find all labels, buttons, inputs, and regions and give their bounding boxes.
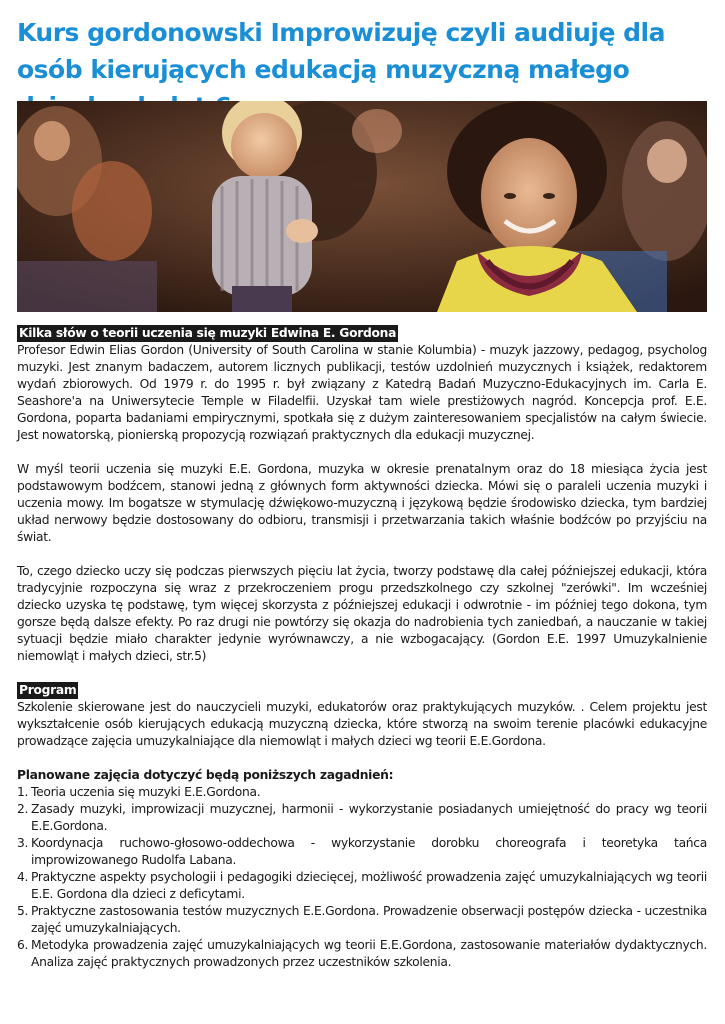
paragraph-gordon-bio: Profesor Edwin Elias Gordon (University of South Carolina w stanie Kolumbia) - muzyk jazzowy, pedagog, psycholog muzyki. Jest znanym badaczem, autorem licznych publikacji, testów uzdolnień muzycznych i książek, redaktorem wydań zbiorowych. Od 1979 r. do 1995 r. był związany z Katedrą Badań Muzyczno-Edukacyjnych im. Carla E. Seashore'a na Uniwersytecie Temple w Filadelfii. Uzyskał tam wiele prestiżowych nagród. Koncepcja prof. E.E. Gordona, poparta badaniami empirycznymi, spotkała się z dużym zainteresowaniem specjalistów na całym świecie. Jest nowatorską, pionierską propozycją rozwiązań praktycznych dla edukacji muzycznej. [17,343,707,442]
page-title: Kurs gordonowski Improwizuję czyli audiuję dla osób kierujących edukacją muzyczną małego [17,18,665,84]
section-heading-gordon-theory: Kilka słów o teorii uczenia się muzyki Edwina E. Gordona [19,326,397,340]
list-item: 1. Teoria uczenia się muzyki E.E.Gordona. [17,785,261,799]
topics-list [17,784,707,971]
list-item: 4. Praktyczne aspekty psychologii i pedagogiki dziecięcej, możliwość prowadzenia zajęć umuzykalniających wg teorii E.E. Gordona dla dzieci z deficytami. [17,870,707,901]
list-heading-topics: Planowane zajęcia dotyczyć będą poniższych zagadnień: [17,768,394,782]
section-heading-program: Program [19,683,77,697]
paragraph-early-learning: To, czego dziecko uczy się podczas pierwszych pięciu lat życia, tworzy podstawę dla całej późniejszej edukacji, która tradycyjnie rozpoczyna się wraz z przekroczeniem progu przedszkolnego czy szkolnej "zerówki". Im wcześniej dziecko uzyska tę podstawę, tym więcej skorzysta z późniejszej edukacji i odwrotnie - im później tego dokona, tym gorsze będą dalsze efekty. Po raz drugi nie powtórzy się okazja do nadrobienia tych zaniedbań, a nauczanie w takiej sytuacji będzie miało charakter jedynie wyrównawczy, a nie wzbogacający. (Gordon E.E. 1997 Umuzykalnienie niemowląt i małych dzieci, str.5) [17,564,707,663]
list-item: 5. Praktyczne zastosowania testów muzycznych E.E.Gordona. Prowadzenie obserwacji postępów dziecka - uczestnika zajęć umuzykalniających. [17,904,707,935]
list-item: 6. Metodyka prowadzenia zajęć umuzykalniających wg teorii E.E.Gordona, zastosowanie materiałów dydaktycznych. Analiza zajęć praktycznych prowadzonych przez uczestników szkolenia. [17,938,707,969]
photo-children-music-class [17,101,707,312]
article-body [17,325,707,971]
paragraph-prenatal-music: W myśl teorii uczenia się muzyki E.E. Gordona, muzyka w okresie prenatalnym oraz do 18 miesiąca życia jest podstawowym bodźcem, stanowi jedną z głównych form aktywności dziecka. Mówi się o paraleli uczenia muzyki i uczenia mowy. Im bogatsze w stymulację dźwiękowo-muzyczną i językową będzie środowisko dziecka, tym bardziej układ nerwowy będzie dostosowany do odbioru, transmisji i przetwarzania takich właśnie bodźców po przyjściu na świat. [17,462,707,544]
list-item: 2. Zasady muzyki, improwizacji muzycznej, harmonii - wykorzystanie posiadanych umiejętność do pracy wg teorii E.E.Gordona. [17,802,707,833]
list-item: 3. Koordynacja ruchowo-głosowo-oddechowa - wykorzystanie dorobku choreografa i teoretyka tańca improwizowanego Rudolfa Labana. [17,836,707,867]
paragraph-program-description: Szkolenie skierowane jest do nauczycieli muzyki, edukatorów oraz praktykujących muzyków. . Celem projektu jest wykształcenie osób kierujących edukacją muzyczną dziecka, które stworzą na swoim terenie placówki edukacyjne prowadzące zajęcia umuzykalniające dla niemowląt i małych dzieci wg teorii E.E.Gordona. [17,700,707,748]
